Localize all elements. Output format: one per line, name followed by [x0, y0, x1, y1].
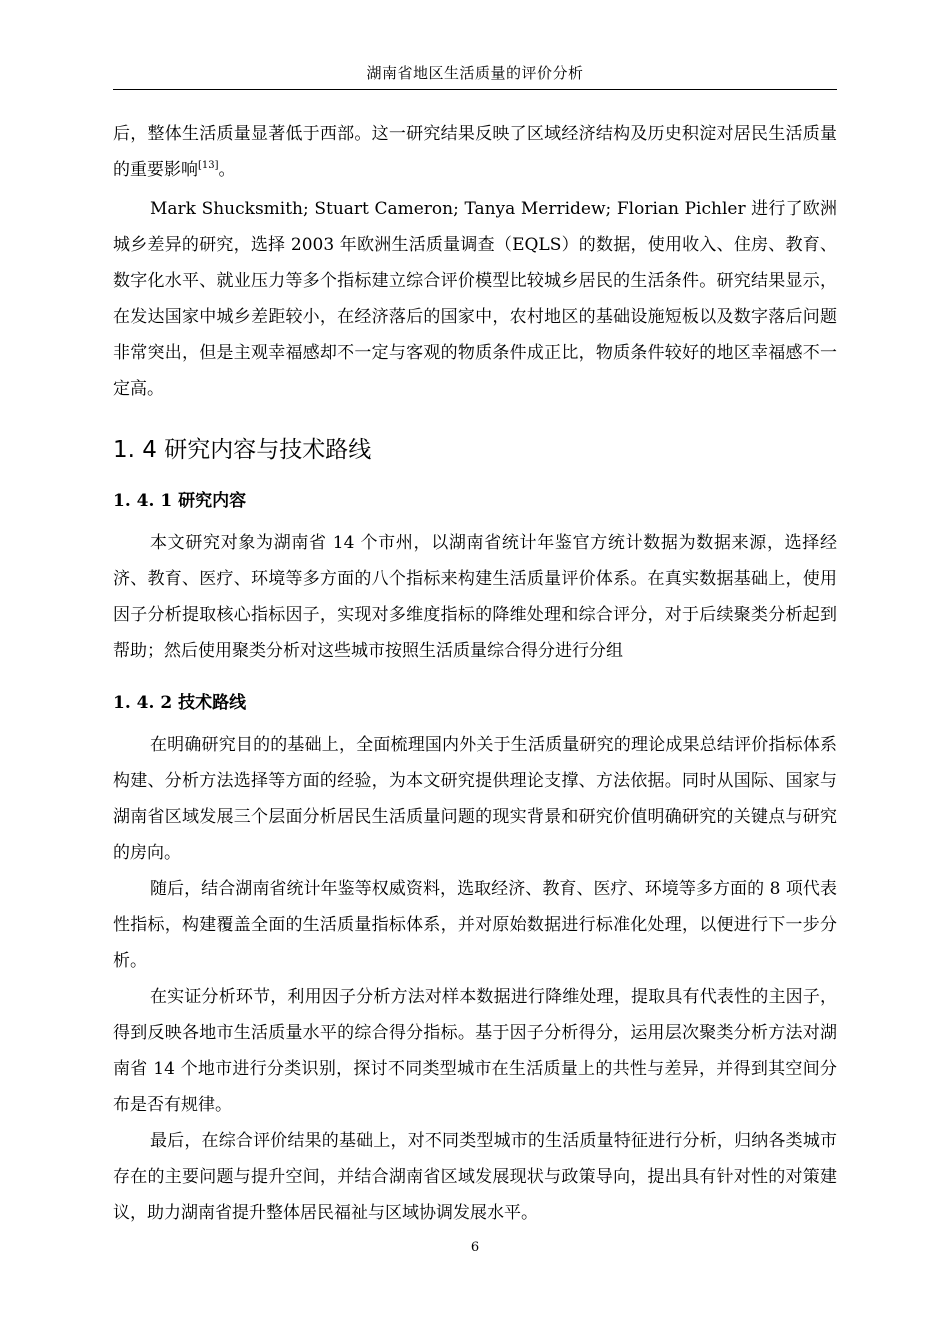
running-header: 湖南省地区生活质量的评价分析	[366, 64, 584, 82]
body-text	[113, 116, 837, 1231]
paragraph-continued	[113, 116, 837, 191]
paragraph-end: 。	[218, 160, 236, 180]
page-number: 6	[470, 1240, 480, 1255]
paragraph-roadmap-4: 最后，在综合评价结果的基础上，对不同类型城市的生活质量特征进行分析，归纳各类城市存在的主要问题与提升空间，并结合湖南省区域发展现状与政策导向，提出具有针对性的对策建议，助力湖南省提升整体居民福祉与区域协调发展水平。	[113, 1131, 837, 1223]
subsection-heading-1-4-2: 1. 4. 2 技术路线	[113, 693, 247, 713]
paragraph-text: 后，整体生活质量显著低于西部。这一研究结果反映了区域经济结构及历史积淀对居民生活质量的重要影响	[113, 124, 837, 180]
paragraph-roadmap-3: 在实证分析环节，利用因子分析方法对样本数据进行降维处理，提取具有代表性的主因子，得到反映各地市生活质量水平的综合得分指标。基于因子分析得分，运用层次聚类分析方法对湖南省 14 个地市进行分类识别，探讨不同类型城市在生活质量上的共性与差异，并得到其空间分布是否有规律。	[113, 987, 837, 1115]
paragraph-eqls: Mark Shucksmith; Stuart Cameron; Tanya Merridew; Florian Pichler 进行了欧洲城乡差异的研究，选择 2003 年欧洲生活质量调查（EQLS）的数据，使用收入、住房、教育、数字化水平、就业压力等多个指标建立综合评价模型比较城乡居民的生活条件。研究结果显示，在发达国家中城乡差距较小，在经济落后的国家中，农村地区的基础设施短板以及数字落后问题非常突出，但是主观幸福感却不一定与客观的物质条件成正比，物质条件较好的地区幸福感不一定高。	[113, 199, 837, 399]
header-rule	[113, 89, 837, 90]
section-heading-1-4: 1. 4 研究内容与技术路线	[113, 437, 372, 463]
paragraph-research-content: 本文研究对象为湖南省 14 个市州，以湖南省统计年鉴官方统计数据为数据来源，选择经济、教育、医疗、环境等多方面的八个指标来构建生活质量评价体系。在真实数据基础上，使用因子分析提取核心指标因子，实现对多维度指标的降维处理和综合评分，对于后续聚类分析起到帮助；然后使用聚类分析对这些城市按照生活质量综合得分进行分组	[113, 533, 837, 661]
paragraph-roadmap-1: 在明确研究目的的基础上，全面梳理国内外关于生活质量研究的理论成果总结评价指标体系构建、分析方法选择等方面的经验，为本文研究提供理论支撑、方法依据。同时从国际、国家与湖南省区域发展三个层面分析居民生活质量问题的现实背景和研究价值明确研究的关键点与研究的房向。	[113, 735, 837, 863]
citation-ref: [13]	[198, 160, 219, 171]
paragraph-roadmap-2: 随后，结合湖南省统计年鉴等权威资料，选取经济、教育、医疗、环境等多方面的 8 项代表性指标，构建覆盖全面的生活质量指标体系，并对原始数据进行标准化处理，以便进行下一步分析。	[113, 879, 837, 971]
subsection-heading-1-4-1: 1. 4. 1 研究内容	[113, 491, 247, 511]
